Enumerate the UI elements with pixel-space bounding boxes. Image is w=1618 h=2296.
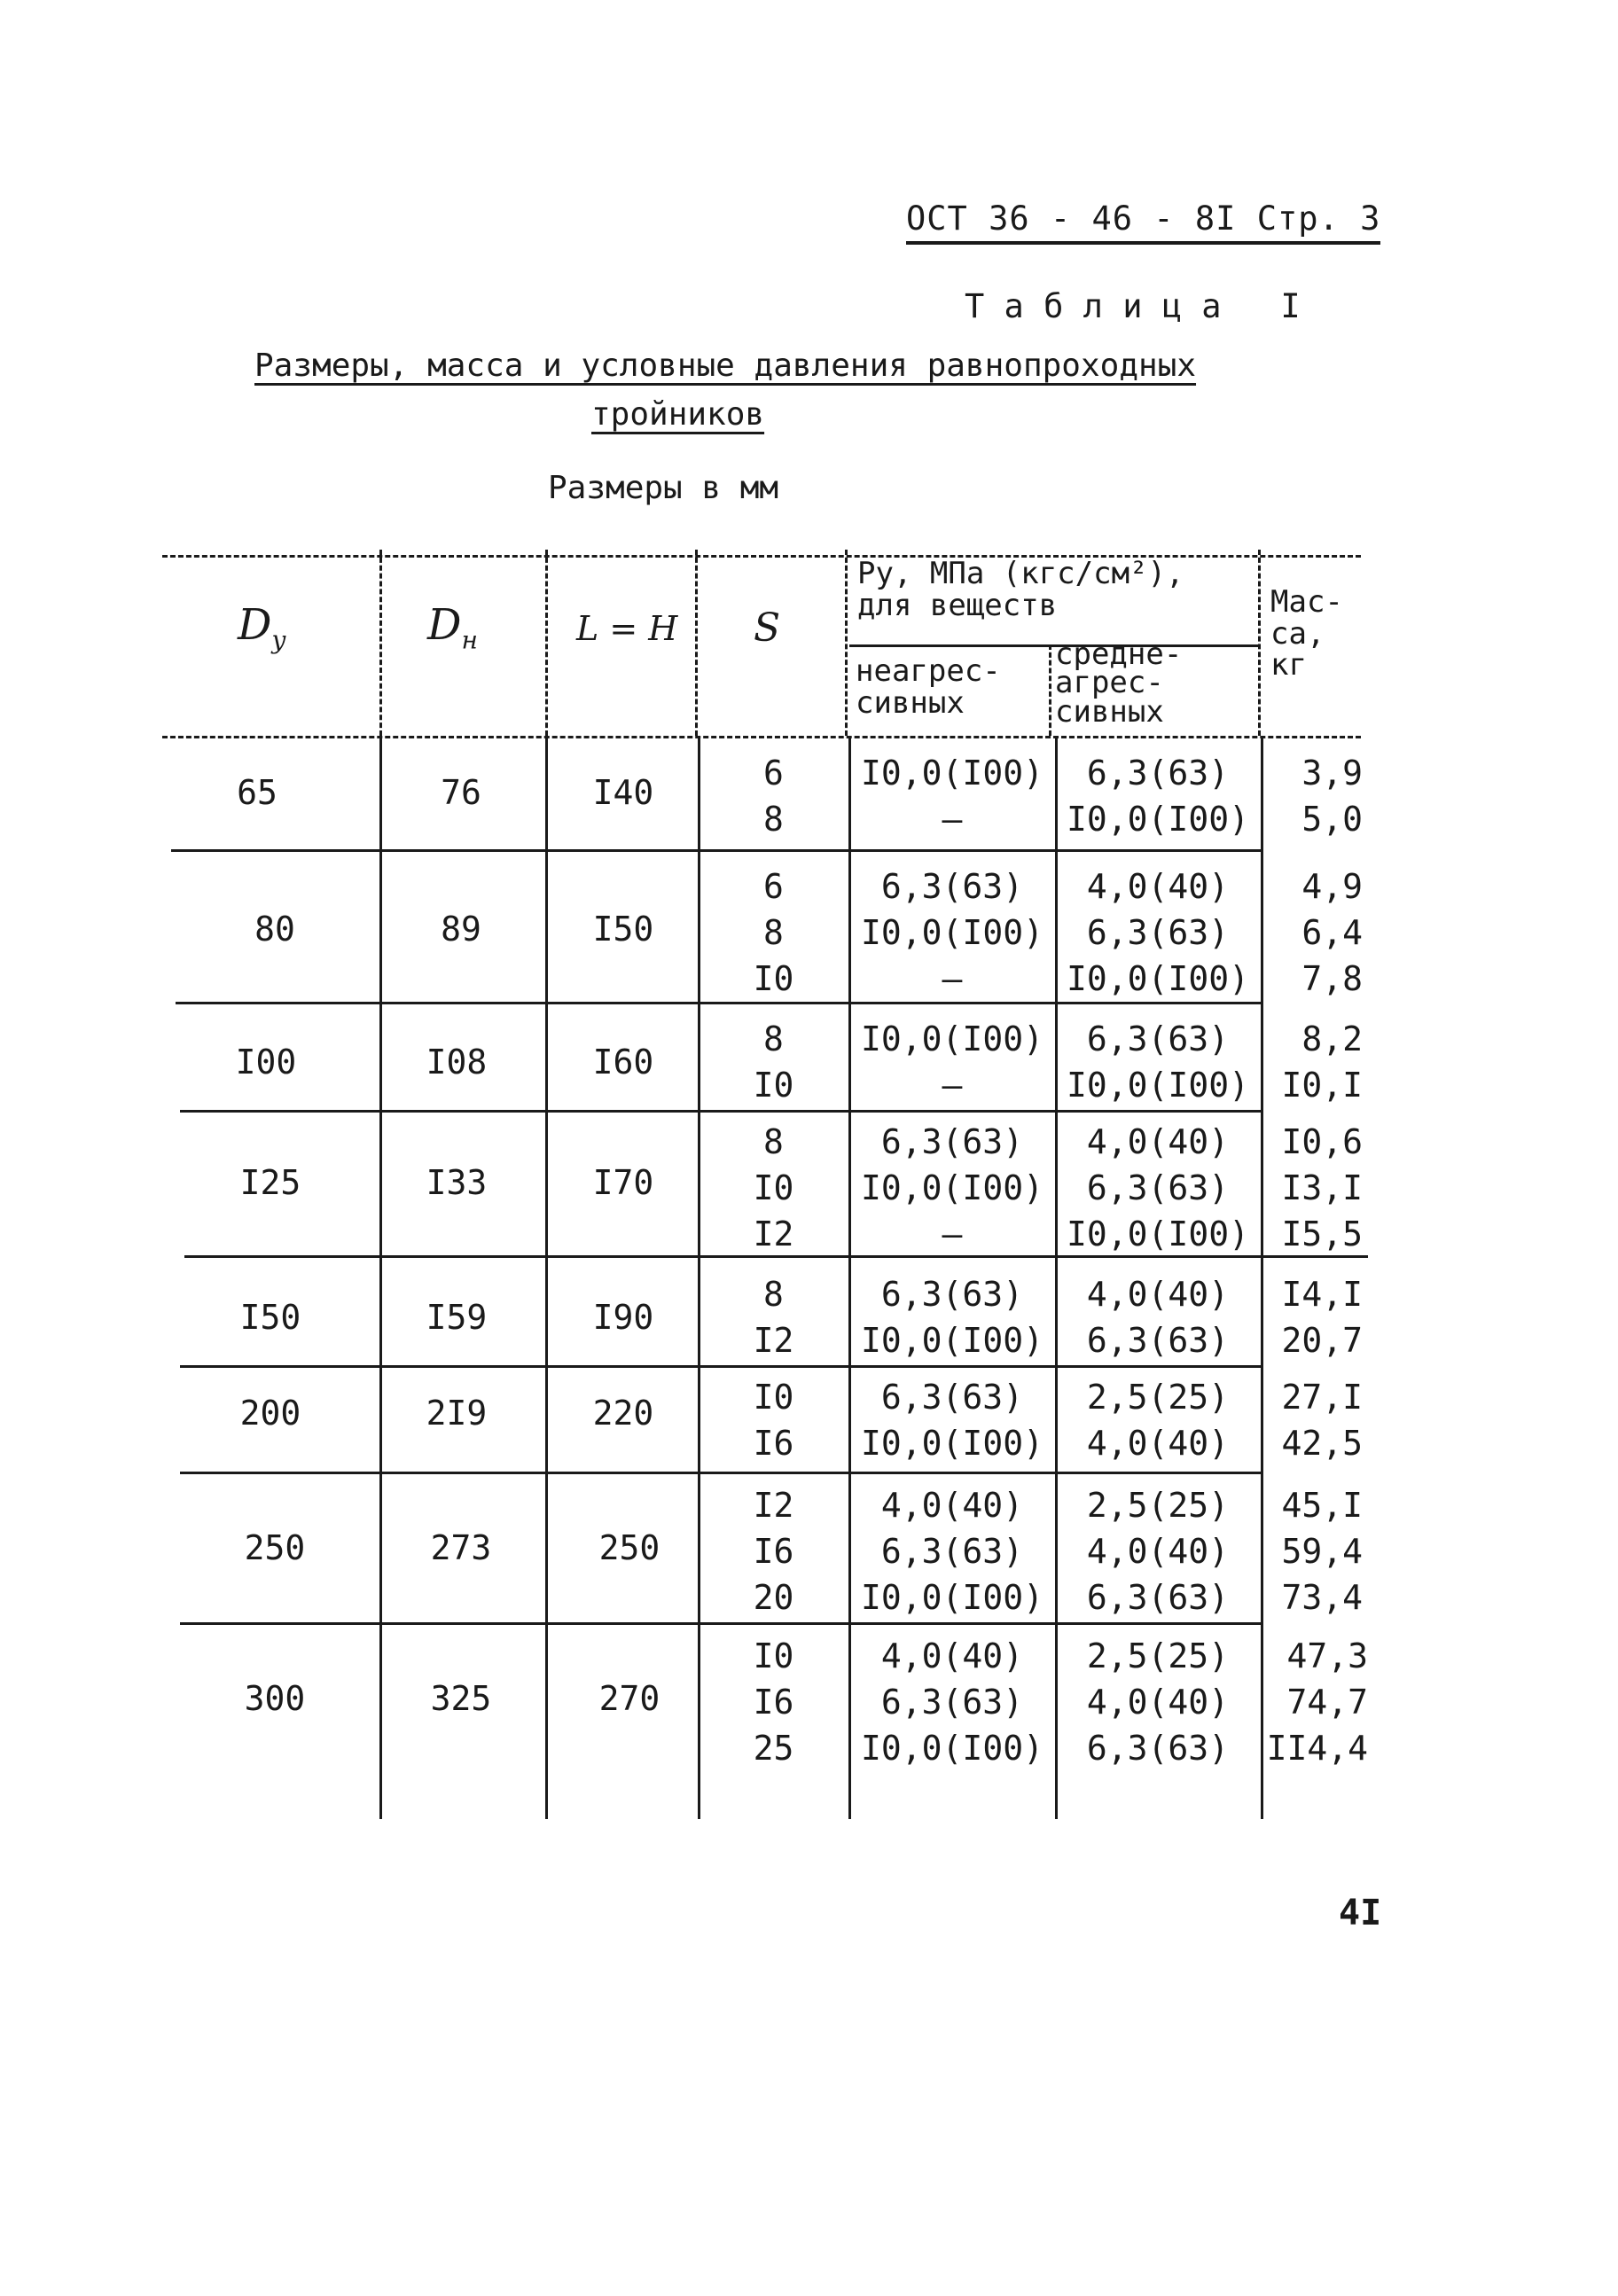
cell-py-nonaggressive [851,1016,1053,1108]
cell-py-value: 6,3(63) [880,1532,1024,1571]
cell-mass-value: 59,4 [1281,1532,1363,1571]
cell-py-nonaggressive [851,1119,1053,1257]
cell-py-value: I0,0(I00) [861,1578,1043,1617]
cell-lh: I40 [592,773,654,812]
cell-s-value: I0 [753,1168,794,1207]
cell-lh: 220 [592,1394,654,1433]
cell-py-value: 4,0(40) [1086,1683,1230,1722]
cell-s-value: 8 [763,913,784,952]
cell-py-medium [1057,1119,1259,1257]
cell-s-value: 20 [753,1578,794,1617]
cell-dy: I50 [239,1298,301,1337]
cell-py-value: 4,0(40) [880,1486,1024,1525]
row-separator [180,1365,1262,1368]
cell-s-value: I6 [753,1532,794,1571]
cell-mass-value: 4,9 [1301,867,1363,906]
cell-py-value: I0,0(I00) [1067,959,1249,998]
row-separator [180,1110,1262,1113]
header-dy: $D_у$ [238,600,286,655]
cell-py-value: I0,0(I00) [861,1019,1043,1058]
cell-s-value: 8 [763,800,784,839]
cell-py-nonaggressive [851,863,1053,1002]
cell-mass [1263,1271,1363,1363]
cell-mass-value: 3,9 [1301,754,1363,793]
cell-s [700,750,847,842]
cell-dy: 250 [244,1528,306,1567]
header-divider [1258,550,1261,736]
header-py-medium-aggressive: средне- агрес- сивных [1055,636,1183,730]
cell-mass-value: 7,8 [1301,959,1363,998]
row-separator [171,849,1262,852]
cell-py-value: I0,0(I00) [861,1168,1043,1207]
header-py-nonaggressive: неагрес- сивных [856,653,1001,721]
cell-s [700,1633,847,1771]
cell-lh: I60 [592,1043,654,1082]
cell-dn: I08 [426,1043,488,1082]
header-divider [695,550,698,736]
cell-py-value: – [942,959,963,998]
cell-py-value: 4,0(40) [1086,1424,1230,1463]
cell-py-value: I0,0(I00) [1067,1214,1249,1253]
cell-py-value: 6,3(63) [1086,1578,1230,1617]
cell-py-medium [1057,1271,1259,1363]
cell-dy: 300 [244,1679,306,1718]
cell-mass-value: I0,6 [1281,1122,1363,1161]
cell-mass [1263,1119,1363,1257]
header-divider [845,550,848,736]
cell-mass-value: I0,I [1281,1066,1363,1105]
cell-py-medium [1057,863,1259,1002]
cell-mass [1263,1482,1363,1620]
column-divider [545,736,548,1819]
cell-dy: 65 [237,773,277,812]
table-title-line-1: Размеры, масса и условные давления равнопроходных [254,348,1197,384]
cell-mass-value: 74,7 [1286,1683,1368,1722]
cell-mass-value: II4,4 [1266,1729,1368,1768]
cell-dn: 325 [430,1679,492,1718]
cell-mass [1263,750,1363,842]
header-divider [379,550,382,736]
cell-py-nonaggressive [851,1633,1053,1771]
row-separator [180,1622,1262,1625]
cell-lh: 270 [598,1679,660,1718]
header-dn: $D_н$ [427,600,478,655]
cell-py-value: 6,3(63) [1086,913,1230,952]
cell-s-value: I6 [753,1424,794,1463]
cell-mass-value: 20,7 [1281,1321,1363,1360]
cell-py-value: – [942,800,963,839]
cell-dn: 2I9 [426,1394,488,1433]
header-lh: L = H [576,609,678,648]
cell-lh: I50 [592,910,654,949]
cell-s [700,1271,847,1363]
cell-dy: I25 [239,1163,301,1202]
cell-s-value: I0 [753,1636,794,1675]
cell-py-nonaggressive [851,750,1053,842]
cell-py-nonaggressive [851,1482,1053,1620]
cell-py-value: 4,0(40) [1086,1532,1230,1571]
cell-py-value: 6,3(63) [880,1683,1024,1722]
cell-mass-value: I3,I [1281,1168,1363,1207]
cell-py-value: 2,5(25) [1086,1486,1230,1525]
cell-mass-value: 45,I [1281,1486,1363,1525]
table-title-line-2: тройников [591,396,765,433]
cell-dn: I33 [426,1163,488,1202]
cell-mass-value: I5,5 [1281,1214,1363,1253]
cell-py-value: 6,3(63) [1086,1168,1230,1207]
cell-py-value: 6,3(63) [880,1378,1024,1417]
cell-py-value: – [942,1066,963,1105]
cell-py-value: I0,0(I00) [861,1321,1043,1360]
cell-s [700,1016,847,1108]
header-mass: Мас- са, кг [1270,584,1343,683]
cell-mass [1263,1016,1363,1108]
header-divider [545,550,548,736]
cell-mass-value: 42,5 [1281,1424,1363,1463]
cell-s-value: I2 [753,1321,794,1360]
header-py-group: Pу, МПа (кгс/см²), для веществ [857,556,1184,623]
cell-mass [1263,1374,1363,1466]
cell-py-value: 6,3(63) [880,1275,1024,1314]
cell-py-value: 6,3(63) [1086,1729,1230,1768]
cell-py-value: 4,0(40) [1086,1275,1230,1314]
cell-py-value: I0,0(I00) [1067,1066,1249,1105]
cell-s [700,1119,847,1257]
cell-py-value: I0,0(I00) [1067,800,1249,839]
cell-s-value: 6 [763,754,784,793]
cell-mass-value: 73,4 [1281,1578,1363,1617]
cell-py-medium [1057,1633,1259,1771]
cell-py-value: 6,3(63) [1086,1321,1230,1360]
cell-dn: 76 [441,773,481,812]
cell-py-value: 2,5(25) [1086,1378,1230,1417]
cell-s [700,1482,847,1620]
table-label: Т а б л и ц а I [965,287,1301,325]
cell-py-value: 6,3(63) [1086,754,1230,793]
header-bottom-rule [162,736,1361,738]
cell-py-value: I0,0(I00) [861,1729,1043,1768]
cell-lh: I90 [592,1298,654,1337]
cell-lh: I70 [592,1163,654,1202]
cell-s-value: I0 [753,1066,794,1105]
cell-py-value: – [942,1214,963,1253]
cell-dy: I00 [235,1043,297,1082]
cell-py-value: I0,0(I00) [861,754,1043,793]
cell-mass-value: 8,2 [1301,1019,1363,1058]
cell-s-value: I0 [753,959,794,998]
cell-mass [1263,1633,1368,1771]
cell-py-value: 6,3(63) [1086,1019,1230,1058]
cell-s [700,863,847,1002]
cell-dy: 200 [239,1394,301,1433]
cell-py-nonaggressive [851,1374,1053,1466]
cell-py-value: 6,3(63) [880,1122,1024,1161]
cell-py-value: I0,0(I00) [861,913,1043,952]
cell-dy: 80 [254,910,295,949]
cell-s-value: 8 [763,1275,784,1314]
cell-mass [1263,863,1363,1002]
cell-py-value: 4,0(40) [1086,867,1230,906]
row-separator [180,1472,1262,1474]
cell-py-value: 6,3(63) [880,867,1024,906]
cell-dn: 89 [441,910,481,949]
cell-s-value: I2 [753,1214,794,1253]
document-header: ОСТ 36 - 46 - 8I Стр. 3 [906,199,1380,245]
cell-py-nonaggressive [851,1271,1053,1363]
cell-mass-value: 6,4 [1301,913,1363,952]
cell-mass-value: 47,3 [1286,1636,1368,1675]
header-divider [1049,644,1051,736]
cell-py-medium [1057,1482,1259,1620]
cell-s-value: 8 [763,1122,784,1161]
cell-py-value: I0,0(I00) [861,1424,1043,1463]
cell-py-value: 2,5(25) [1086,1636,1230,1675]
cell-s-value: I2 [753,1486,794,1525]
cell-s-value: 25 [753,1729,794,1768]
cell-py-medium [1057,1374,1259,1466]
cell-py-value: 4,0(40) [1086,1122,1230,1161]
cell-s-value: 6 [763,867,784,906]
cell-py-medium [1057,1016,1259,1108]
cell-py-medium [1057,750,1259,842]
cell-dn: I59 [426,1298,488,1337]
cell-py-value: 4,0(40) [880,1636,1024,1675]
cell-mass-value: 27,I [1281,1378,1363,1417]
cell-s-value: 8 [763,1019,784,1058]
row-separator [176,1002,1262,1004]
column-divider [379,736,382,1819]
cell-s-value: I6 [753,1683,794,1722]
cell-s [700,1374,847,1466]
cell-mass-value: I4,I [1281,1275,1363,1314]
cell-s-value: I0 [753,1378,794,1417]
cell-lh: 250 [598,1528,660,1567]
cell-mass-value: 5,0 [1301,800,1363,839]
units-note: Размеры в мм [548,470,779,506]
header-s: S [754,605,781,651]
page-number: 4I [1339,1893,1382,1933]
cell-dn: 273 [430,1528,492,1567]
